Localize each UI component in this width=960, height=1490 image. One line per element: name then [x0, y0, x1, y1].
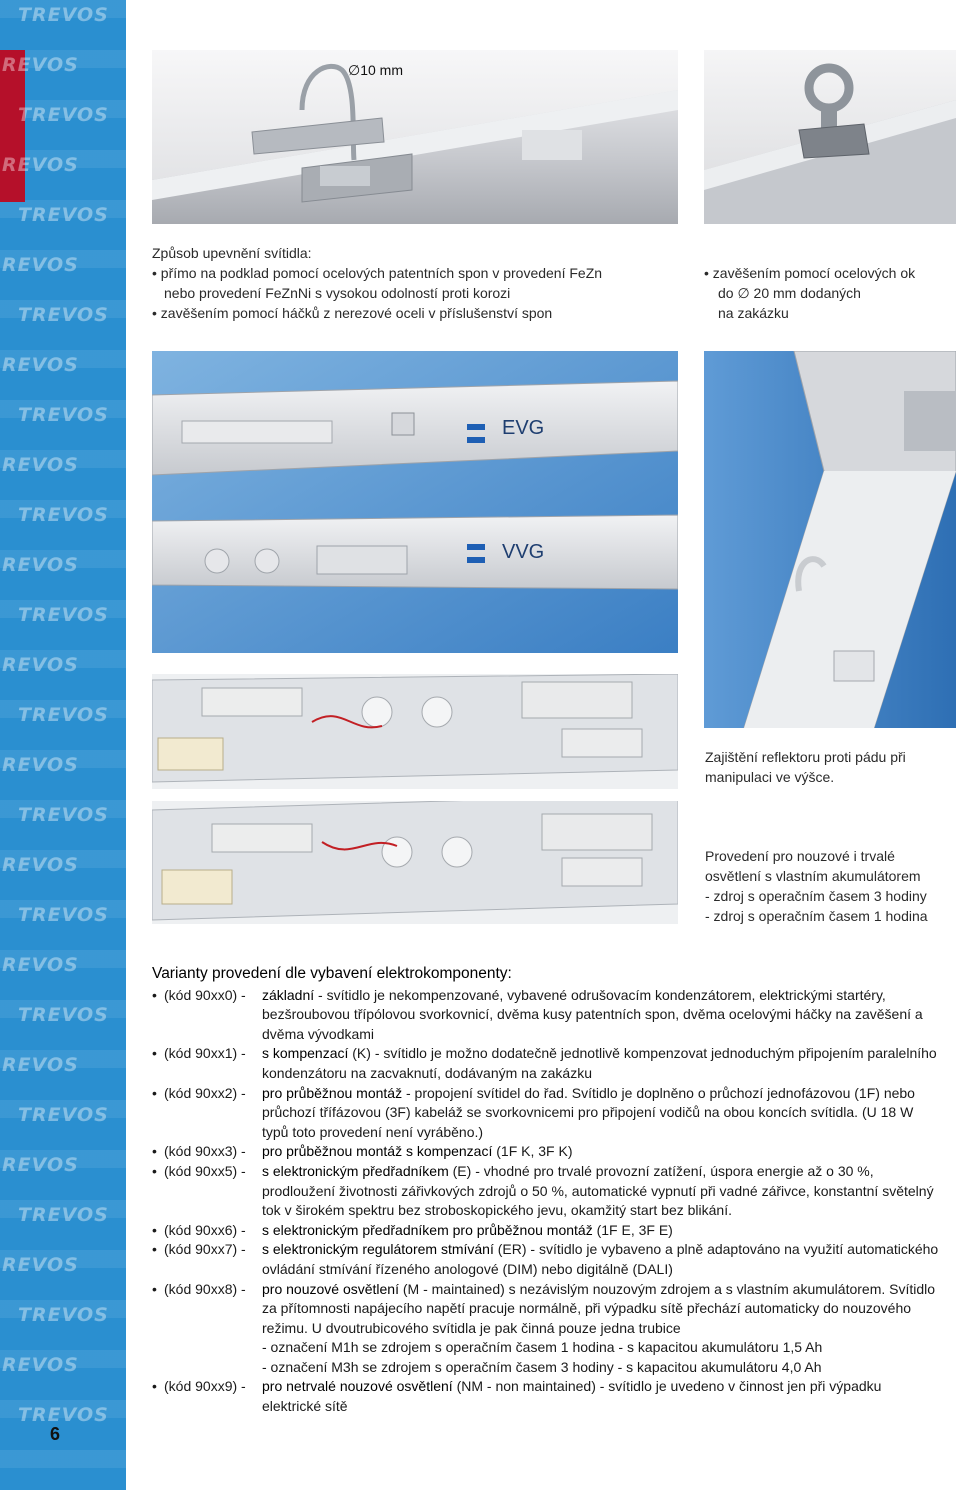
variant-code: (kód 90xx3) - — [164, 1143, 246, 1160]
caption-mounting-line: nebo provedení FeZnNi s vysokou odolností proti korozi — [164, 285, 511, 301]
subline-text: se zdrojem s operačním časem 1 hodina - s kapacitou akumulátoru 1,5 Ah — [358, 1339, 823, 1356]
variant-text: - svítidlo je nekompenzované, vybavené odrušovacím kondenzátorem, elektrickými startéry, bezšroubovou třípólovou svorkovnicí, dvěma kusy patentních spon, dvěma ocelovými háčky na zavěšení a dvěma vývodkami — [262, 986, 923, 1042]
subline-text: se zdrojem s operačním časem 3 hodiny - s kapacitou akumulátoru 4,0 Ah — [358, 1358, 822, 1375]
variant-item: • (kód 90xx8) - pro nouzové osvětlení (M - maintained) s nezávislým nouzovým zdrojem a s vlastním akumulátorem. Svítidlo za přítomnosti napájecího napětí pracuje normálně, při výpadku sítě přechází automaticky do nouzového režimu. U dvoutrubicového svítidla je pak činná pouze jedna trubice — [152, 1280, 936, 1336]
sidebar-watermark: TREVOS — [18, 104, 109, 126]
sidebar-watermark: REVOS — [2, 854, 79, 876]
variant-lead: pro netrvalé nouzové osvětlení — [262, 1378, 453, 1395]
variant-lead: pro nouzové osvětlení — [262, 1280, 399, 1297]
variant-text: (1F K, 3F K) — [492, 1143, 573, 1160]
caption-eye-bolt — [704, 263, 954, 323]
caption-mounting-title: Způsob upevnění svítidla: — [152, 245, 312, 261]
sidebar-decoration — [0, 0, 126, 1490]
variant-item: • (kód 90xx5) - s elektronickým předřadníkem (E) - vhodné pro trvalé provozní zatížení, úspora energie až o 30 %, prodloužení životnosti zářivkových zdrojů o 50 %, automatické vypnutí při vadné zářivce, konstantní světelný tok v širokém spektru bez stroboskopického jevu, okamžitý start bez blikání. — [152, 1162, 934, 1219]
caption-emergency-line: - zdroj s operačním časem 3 hodiny — [705, 888, 927, 904]
variant-text: (NM - non maintained) - svítidlo je uvedeno v činnost jen při výpadku elektrické sítě — [262, 1378, 882, 1415]
sidebar-watermark: TREVOS — [18, 1004, 109, 1026]
sidebar-watermark: TREVOS — [18, 1304, 109, 1326]
sidebar-watermark: TREVOS — [18, 1104, 109, 1126]
caption-emergency-line: osvětlení s vlastním akumulátorem — [705, 868, 921, 884]
variant-lead: s elektronickým předřadníkem — [262, 1162, 449, 1179]
sidebar-watermark: REVOS — [2, 1054, 79, 1076]
sidebar-watermark: TREVOS — [18, 304, 109, 326]
caption-mounting — [152, 243, 692, 323]
variants-section — [152, 964, 942, 1417]
caption-reflector-line: manipulaci ve výšce. — [705, 769, 835, 785]
sidebar-watermark: TREVOS — [18, 904, 109, 926]
subline-prefix: - označení — [262, 1358, 332, 1375]
variant-code: (kód 90xx9) - — [164, 1378, 246, 1395]
variant-item: • (kód 90xx7) - s elektronickým regulátorem stmívání (ER) - svítidlo je vybaveno a plně adaptováno na využití automatického ovládání stmívání řízeného anologové (DIM) nebo digitálně (DALI) — [152, 1241, 939, 1277]
subline-prefix: - označení — [262, 1339, 332, 1356]
variant-code: (kód 90xx6) - — [164, 1221, 246, 1238]
variant-item: • (kód 90xx9) - pro netrvalé nouzové osvětlení (NM - non maintained) - svítidlo je uvedeno v činnost jen při výpadku elektrické sítě — [152, 1378, 882, 1415]
caption-eye-line: na zakázku — [718, 305, 789, 321]
variant-text: (1F E, 3F E) — [592, 1221, 673, 1238]
variant-code: (kód 90xx1) - — [164, 1045, 246, 1062]
variant-item: • (kód 90xx3) - pro průběžnou montáž s kompenzací (1F K, 3F K) — [152, 1142, 942, 1162]
caption-emergency-line: - zdroj s operačním časem 1 hodina — [705, 908, 928, 924]
sidebar-watermark: REVOS — [2, 1254, 79, 1276]
sidebar-watermark: REVOS — [2, 1354, 79, 1376]
variant-lead: pro průběžnou montáž — [262, 1084, 403, 1101]
sidebar-watermark: REVOS — [2, 54, 79, 76]
photo-ballasts — [152, 351, 678, 653]
page-number: 6 — [50, 1424, 61, 1444]
dimension-label: ∅10 mm — [348, 62, 403, 78]
variant-lead: základní — [262, 986, 315, 1003]
sidebar-watermark: REVOS — [2, 1154, 79, 1176]
photo-clip-mounting — [152, 50, 678, 224]
sidebar-watermark: REVOS — [2, 354, 79, 376]
variant-lead: s elektronickým regulátorem stmívání — [262, 1241, 494, 1258]
variant-code: (kód 90xx7) - — [164, 1241, 246, 1258]
variant-text: - propojení svítidel do řad. Svítidlo je doplněno o průchozí jednofázovou (1F) nebo průchozí třífázovou (3F) kabeláž se svorkovnicemi pro připojení vodičů na obou koncích svítidla. (U 18 W typů toto provedení není vyráběno.) — [262, 1084, 915, 1140]
variant-subline — [152, 1338, 942, 1358]
caption-emergency-line: Provedení pro nouzové i trvalé — [705, 848, 895, 864]
photo-emergency-battery — [152, 674, 678, 924]
variants-title: Varianty provedení dle vybavení elektrokomponenty: — [152, 965, 512, 982]
variant-item: • (kód 90xx1) - s kompenzací (K) - svítidlo je možno dodatečně jednotlivě kompenzovat jednoduchým připojením paralelního kondenzátoru na zacvaknutí, dodávaným na zakázku — [152, 1045, 937, 1081]
sidebar-watermark: REVOS — [2, 254, 79, 276]
variant-item: • (kód 90xx0) - základní - svítidlo je nekompenzované, vybavené odrušovacím kondenzátorem, elektrickými startéry, bezšroubovou třípólovou svorkovnicí, dvěma kusy patentních spon, dvěma ocelovými háčky na zavěšení a dvěma vývodkami — [152, 986, 923, 1042]
sidebar-watermark: TREVOS — [18, 404, 109, 426]
variant-code: (kód 90xx5) - — [164, 1162, 246, 1179]
sidebar-watermark: REVOS — [2, 154, 79, 176]
sidebar-watermark: TREVOS — [18, 804, 109, 826]
caption-reflector-line: Zajištění reflektoru proti pádu při — [705, 749, 906, 765]
variant-code: (kód 90xx8) - — [164, 1280, 246, 1297]
variant-lead: pro průběžnou montáž s kompenzací — [262, 1143, 493, 1160]
photo-eye-bolt — [704, 50, 956, 224]
variant-text: (ER) - svítidlo je vybaveno a plně adaptováno na využití automatického ovládání stmívání řízeného anologové (DIM) nebo digitálně (DALI) — [262, 1241, 939, 1277]
variant-text: (K) - svítidlo je možno dodatečně jednotlivě kompenzovat jednoduchým připojením paralelního kondenzátoru na zacvaknutí, dodávaným na zakázku — [262, 1045, 937, 1081]
sidebar-watermark: TREVOS — [18, 704, 109, 726]
ballast-label-vvg: VVG — [502, 541, 545, 563]
caption-reflector — [705, 747, 955, 787]
variant-subline — [152, 1358, 942, 1378]
caption-eye-line: do ∅ 20 mm dodaných — [718, 285, 861, 301]
ballast-label-evg: EVG — [502, 417, 545, 439]
variant-item: • (kód 90xx6) - s elektronickým předřadníkem pro průběžnou montáž (1F E, 3F E) — [152, 1221, 942, 1241]
sidebar-watermark: TREVOS — [18, 1204, 109, 1226]
variant-text: (M - maintained) s nezávislým nouzovým zdrojem a s vlastním akumulátorem. Svítidlo za přítomnosti napájecího napětí pracuje normálně, při výpadku sítě přechází automaticky do nouzového režimu. U dvoutrubicového svítidla je pak činná pouze jedna trubice — [262, 1280, 936, 1336]
variant-item: • (kód 90xx2) - pro průběžnou montáž - propojení svítidel do řad. Svítidlo je doplněno o průchozí jednofázovou (1F) nebo průchozí třífázovou (3F) kabeláž se svorkovnicemi pro připojení vodičů na obou koncích svítidla. (U 18 W typů toto provedení není vyráběno.) — [152, 1084, 915, 1140]
variant-text: (E) - vhodné pro trvalé provozní zatížení, úspora energie až o 30 %, prodloužení životnosti zářivkových zdrojů o 50 %, automatické vypnutí při vadné zářivce, konstantní světelný tok v širokém spektru bez stroboskopického jevu, okamžitý start bez blikání. — [262, 1162, 934, 1219]
caption-eye-line: • zavěšením pomocí ocelových ok — [704, 265, 916, 281]
caption-mounting-line: • zavěšením pomocí háčků z nerezové oceli v příslušenství spon — [152, 305, 553, 321]
subline-code: M1h — [331, 1339, 359, 1356]
variant-lead: s elektronickým předřadníkem pro průběžnou montáž — [262, 1221, 593, 1238]
sidebar-watermark: REVOS — [2, 754, 79, 776]
sidebar-watermark: REVOS — [2, 954, 79, 976]
sidebar-watermark: TREVOS — [18, 504, 109, 526]
sidebar-watermark: REVOS — [2, 454, 79, 476]
caption-mounting-line: • přímo na podklad pomocí ocelových patentních spon v provedení FeZn — [152, 265, 603, 281]
sidebar-watermark: REVOS — [2, 554, 79, 576]
sidebar-watermark: TREVOS — [18, 4, 109, 26]
sidebar-watermark: TREVOS — [18, 604, 109, 626]
variant-code: (kód 90xx2) - — [164, 1084, 246, 1101]
sidebar-watermark: TREVOS — [18, 204, 109, 226]
subline-code: M3h — [331, 1358, 359, 1375]
caption-emergency — [705, 846, 960, 926]
sidebar-watermark: REVOS — [2, 654, 79, 676]
variant-lead: s kompenzací — [262, 1045, 349, 1062]
photo-reflector — [704, 351, 956, 728]
sidebar-watermark: TREVOS — [18, 1404, 109, 1426]
variant-code: (kód 90xx0) - — [164, 986, 246, 1003]
